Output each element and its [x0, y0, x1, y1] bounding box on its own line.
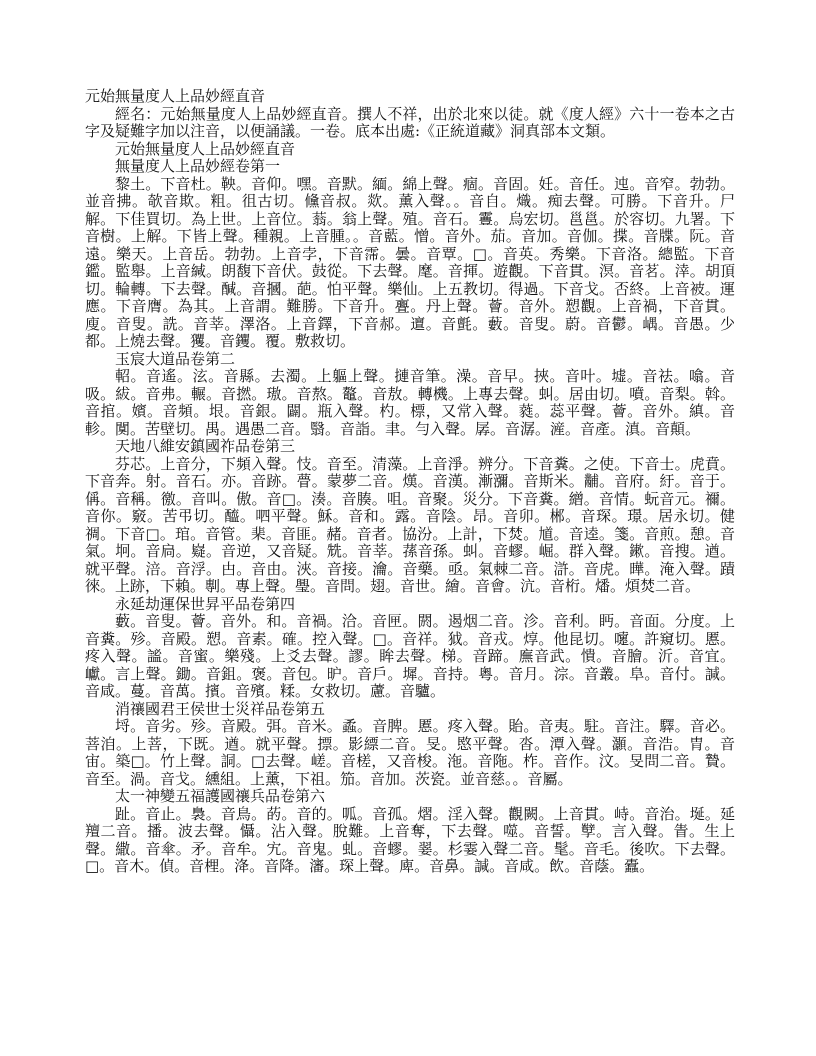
chapter-heading-6: 太一神變五福護國禳兵品卷第六	[115, 787, 326, 805]
chapter-body-2: 軺。音遙。泫。音縣。去濁。上軀上聲。摙音筆。澡。音早。挾。音叶。墟。音祛。噏。音吸。紱。音弗。輾。音撚。璈。音熬。鼇。音敖。轉機。上專去聲。虯。居由切。噴。音梨。斡。音捾。嬪。音頻。垠。音銀。闢。瓶入聲。杓。標，又常入聲。蕤。蕊平聲。薈。音外。縝。音軫。闃。苦壁切。禺。遇愚二音。翳。音詣。聿。勻入聲。孱。音潺。滻。音產。滇。音顛。	[85, 367, 735, 438]
chapter-heading-1: 無量度人上品妙經卷第一	[115, 157, 281, 175]
document-title: 元始無量度人上品妙經直音	[85, 87, 266, 105]
chapter-heading-4: 永延劫運保世昇平品卷第四	[115, 594, 296, 613]
chapter-heading-2: 玉宸大道品卷第二	[115, 349, 236, 368]
chapter-heading-5: 消禳國君王侯世士災祥品卷第五	[115, 699, 326, 718]
chapter-body-1: 黎土。下音杜。鞅。音仰。嘿。音默。緬。綿上聲。痼。音固。妊。音任。迍。音窄。勃勃。並音拂。欹音欺。粗。徂古切。儵音叔。欻。薰入聲。。音自。熾。痴去聲。可勝。下音升。尸解。下佳買切。為上世。上音位。蓊。翁上聲。殖。音石。霻。烏宏切。邕邕。於容切。九署。下音樹。上解。下皆上聲。種親。上音腫。。音藍。憎。音外。茄。音加。音伽。揲。音牒。阮。音遠。樂天。上音岳。勃勃。上音孛，下音霈。曇。音覃。□。音英。秀樂。下音洛。總監。下音鑑。監舉。上音緘。朗馥下音伏。鼓從。下去聲。麾。音揮。遊觀。下音貫。溟。音茗。涬。胡頂切。輪轉。下去聲。醎。音摑。葩。怕平聲。樂仙。上五教切。得過。下音戈。否終。上音被。運應。下音膺。為其。上音謂。難勝。下音升。亹。丹上聲。薈。音外。愬觀。上音禍，下音貫。廋。音叟。詵。音莘。澤洛。上音鐸，下音郝。邅。音氈。藪。音叟。蔚。音鬱。嵎。音愚。少都。上燒去聲。玃。音钁。覆。敷救切。	[85, 174, 735, 350]
chapter-body-5: 埒。音劣。殄。音殿。弭。音米。蟊。音脾。慝。疼入聲。貽。音夷。駐。音注。驛。音必。菩洎。上菩，下既。遒。就平聲。摽。影縹二音。旻。愍平聲。沓。潭入聲。灝。音浩。胄。音宙。築□。竹上聲。詷。□去聲。嵯。音槎，又音梭。沲。音陁。柞。音作。汶。旻問二音。贄。音至。渦。音戈。纁組。上薰，下祖。笳。音加。茨瓷。並音慈。。音屬。	[85, 717, 735, 788]
inner-title: 元始無量度人上品妙經直音	[115, 139, 296, 158]
abstract-paragraph: 經名：元始無量度人上品妙經直音。撰人不祥，出於北來以徒。就《度人經》六十一卷本之古字及疑難字加以注音，以便誦議。一卷。底本出處:《正統道藏》洞真部本文類。	[85, 104, 735, 140]
chapter-heading-3: 天地八維安鎮國祚品卷第三	[115, 437, 296, 455]
chapter-body-6: 趾。音止。裊。音鳥。菂。音的。呱。音孤。熠。淫入聲。觀闕。上音貫。峙。音治。埏。延羶二音。播。波去聲。懾。沾入聲。脫難。上音奪，下去聲。噬。音誓。孼。言入聲。眚。生上聲。繖。音傘。矛。音牟。宄。音鬼。虬。音蟉。翣。杉霎入聲二音。髦。音毛。後吹。下去聲。□。音木。偵。音梩。洚。音降。瀋。琛上聲。庳。音鼻。諴。音咸。飲。音蔭。蠹。	[85, 804, 735, 875]
chapter-body-3: 芬芯。上音分，下頻入聲。忮。音至。清藻。上音淨。辨分。下音糞。之使。下音士。虎賁。下音奔。射。音石。亦。音跡。瞢。蒙夢二音。熯。音漢。漸瀰。音斯米。黼。音府。紆。音于。偁。音稱。徼。音叫。傲。音□。湊。音腠。咀。音聚。災分。下音糞。繒。音情。蚖音元。禰。音你。竅。苦弔切。醯。呬平聲。穌。音和。露。音陰。昂。音卯。郴。音琛。璟。居永切。健禂。下音□。琯。音管。棐。音匪。赭。音者。協汾。上計，下焚。馗。音逵。箋。音煎。憩。音氣。坰。音扃。嶷。音逆，又音疑。兟。音莘。蓀音孫。虯。音蟉。崛。群入聲。鏉。音搜。遒。就平聲。涪。音浮。甴。音由。浹。音接。瀹。音藥。亟。氣棘二音。滸。音虎。曄。淹入聲。蹟徠。上跡，下賴。剸。專上聲。璺。音問。翅。音世。繪。音會。沆。音桁。燔。煩焚二音。	[85, 454, 735, 595]
chapter-body-4: 藪。音叟。薈。音外。和。音禍。洽。音匣。閼。遏烟二音。沴。音利。眄。音面。分度。上音糞。殄。音殿。愬。音素。確。控入聲。□。音祥。狘。音戎。焞。他昆切。嚔。許窺切。慝。疼入聲。謐。音蜜。樂殘。上爻去聲。謬。眸去聲。梯。音蹄。廡音武。憒。音膾。沂。音宜。巘。言上聲。鋤。音鉏。褒。音包。昈。音戶。墀。音持。粵。音月。淙。音叢。阜。音付。諴。音咸。蔓。音萬。擯。音殯。糅。女救切。藘。音驢。	[85, 612, 735, 700]
text-block	[85, 88, 735, 876]
